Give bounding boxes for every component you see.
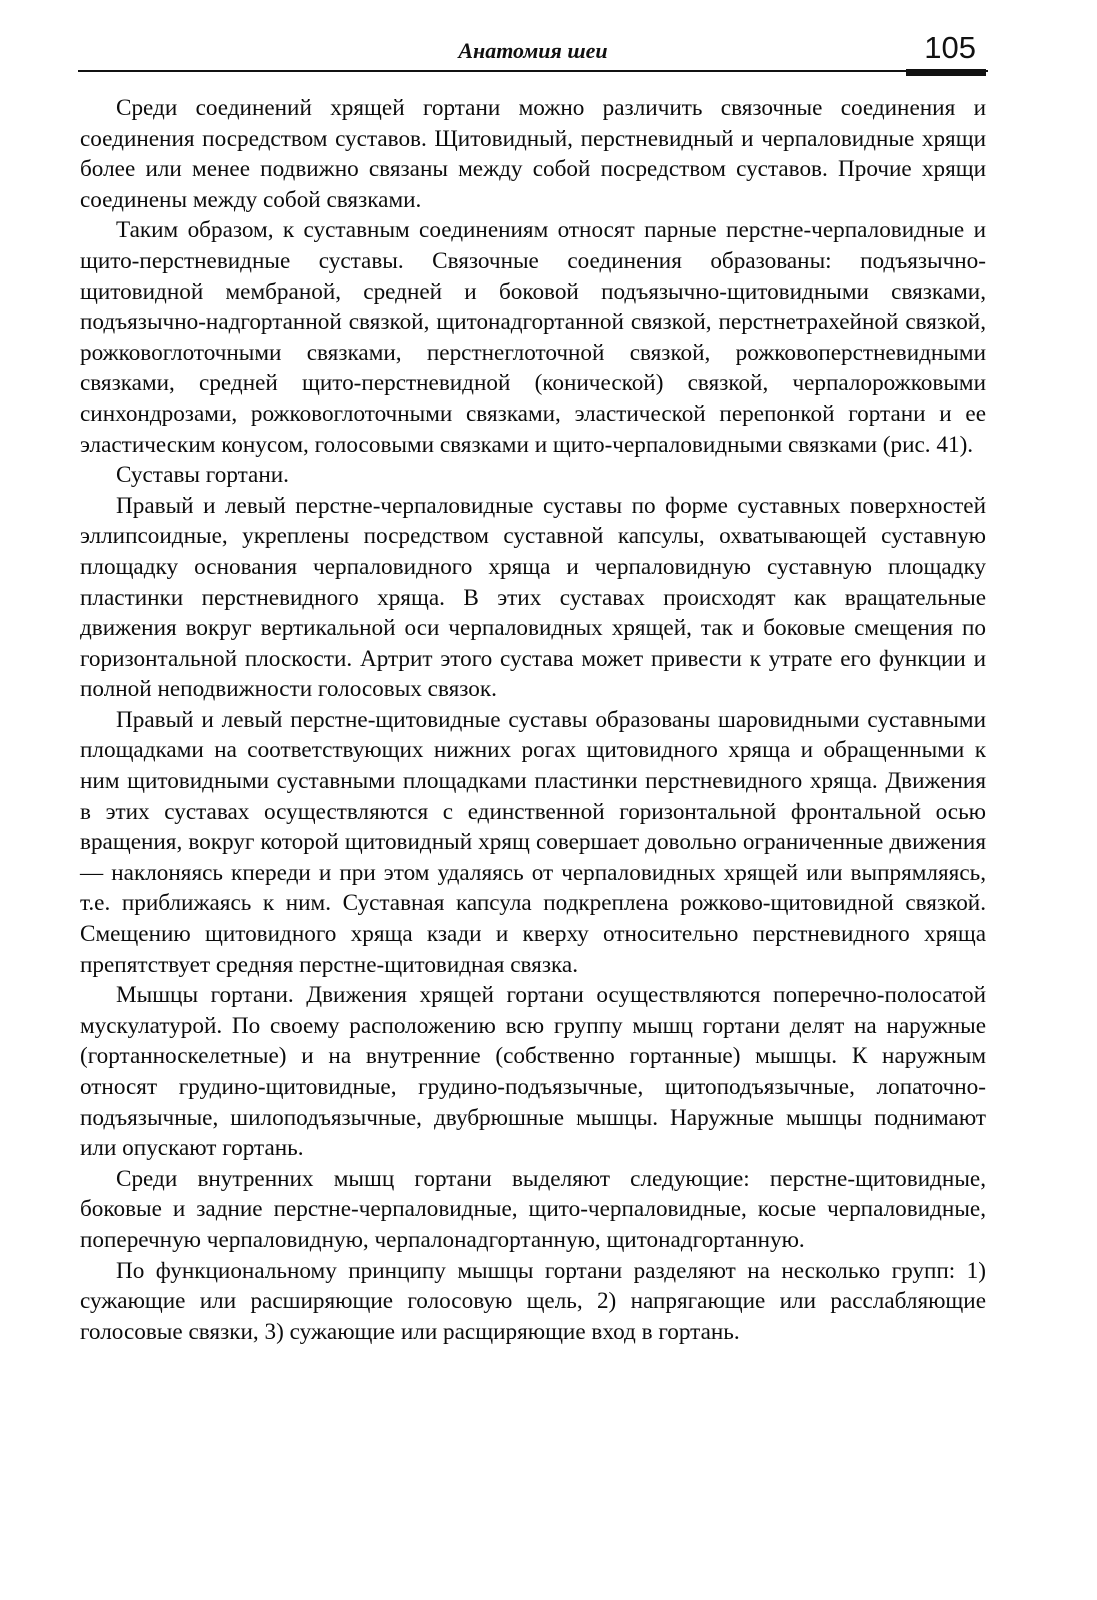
paragraph-ligament-connections: Таким образом, к суставным соединениям относят парные перстне-черпаловидные и щито-перстневидные суставы. Связочные соединения образованы: подъязычно-щитовидной мембраной, средней и боковой подъязычно-щитовидными связками, подъязычно-надгортанной связкой, щитонадгортанной связкой, перстнетрахейной связкой, рожковоглоточными связками, перстнеглоточной связкой, рожковоперстневидными связками, средней щито-перстневидной (конической) связкой, черпалорожковыми синхондрозами, рожковоглоточными связками, эластической перепонкой гортани и ее эластическим конусом, голосовыми связками и щито-черпаловидными связками (рис. 41). xyxy=(80,217,986,458)
paragraph-cricoarytenoid-joints: Правый и левый перстне-черпаловидные суставы по форме суставных поверхностей эллипсоидные, укреплены посредством суставной капсулы, охватывающей суставную площадку основания черпаловидного хряща и черпаловидную суставную площадку пластинки перстневидного хряща. В этих суставах происходят как вращательные движения вокруг вертикальной оси черпаловидных хрящей, так и боковые смещения по горизонтальной плоскости. Артрит этого сустава может привести к утрате его функции и полной неподвижности голосовых связок. xyxy=(80,492,986,703)
header-rule xyxy=(78,70,988,72)
paragraph-functional-groups: По функциональному принципу мышцы гортани разделяют на несколько групп: 1) сужающие или расширяющие голосовую щель, 2) напрягающие или расслабляющие голосовые связки, 3) сужающие или расщиряющие вход в гортань. xyxy=(80,1257,986,1345)
running-head xyxy=(78,30,988,74)
paragraph-internal-muscles: Среди внутренних мышц гортани выделяют следующие: перстне-щитовидные, боковые и задние перстне-черпаловидные, щито-черпаловидные, косые черпаловидные, поперечную черпаловидную, черпалонадгортанную, щитонадгортанную. xyxy=(80,1165,986,1253)
body-text xyxy=(80,93,986,1347)
paragraph-heading-larynx-joints: Суставы гортани. xyxy=(116,462,289,489)
paragraph-joints-intro: Среди соединений хрящей гортани можно различить связочные соединения и соединения посредством суставов. Щитовидный, перстневидный и черпаловидные хрящи более или менее подвижно связаны между собой посредством суставов. Прочие хрящи соединены между собой связками. xyxy=(80,95,986,213)
paragraph-cricothyroid-joints: Правый и левый перстне-щитовидные суставы образованы шаровидными суставными площадками на соответствующих нижних рогах щитовидного хряща и обращенными к ним щитовидными суставными площадками пластинки перстневидного хряща. Движения в этих суставах осуществляются с единственной горизонтальной фронтальной осью вращения, вокруг которой щитовидный хрящ совершает довольно ограниченные движения — наклоняясь кпереди и при этом удаляясь от черпаловидных хрящей или выпрямляясь, т.е. приближаясь к ним. Суставная капсула подкреплена рожково-щитовидной связкой. Смещению щитовидного хряща кзади и кверху относительно перстневидного хряща препятствует средняя перстне-щитовидная связка. xyxy=(80,706,986,978)
running-head-title: Анатомия шеи xyxy=(458,38,608,63)
paragraph-larynx-muscles: Мышцы гортани. Движения хрящей гортани осуществляются поперечно-полосатой мускулатурой. По своему расположению всю группу мышц гортани делят на наружные (гортанноскелетные) и на внутренние (собственно гортанные) мышцы. К наружным относят грудино-щитовидные, грудино-подъязычные, щитоподъязычные, лопаточно-подъязычные, шилоподъязычные, двубрюшные мышцы. Наружные мышцы поднимают или опускают гортань. xyxy=(80,982,986,1162)
header-thumb-tab xyxy=(906,69,986,76)
page-number: 105 xyxy=(924,30,976,65)
